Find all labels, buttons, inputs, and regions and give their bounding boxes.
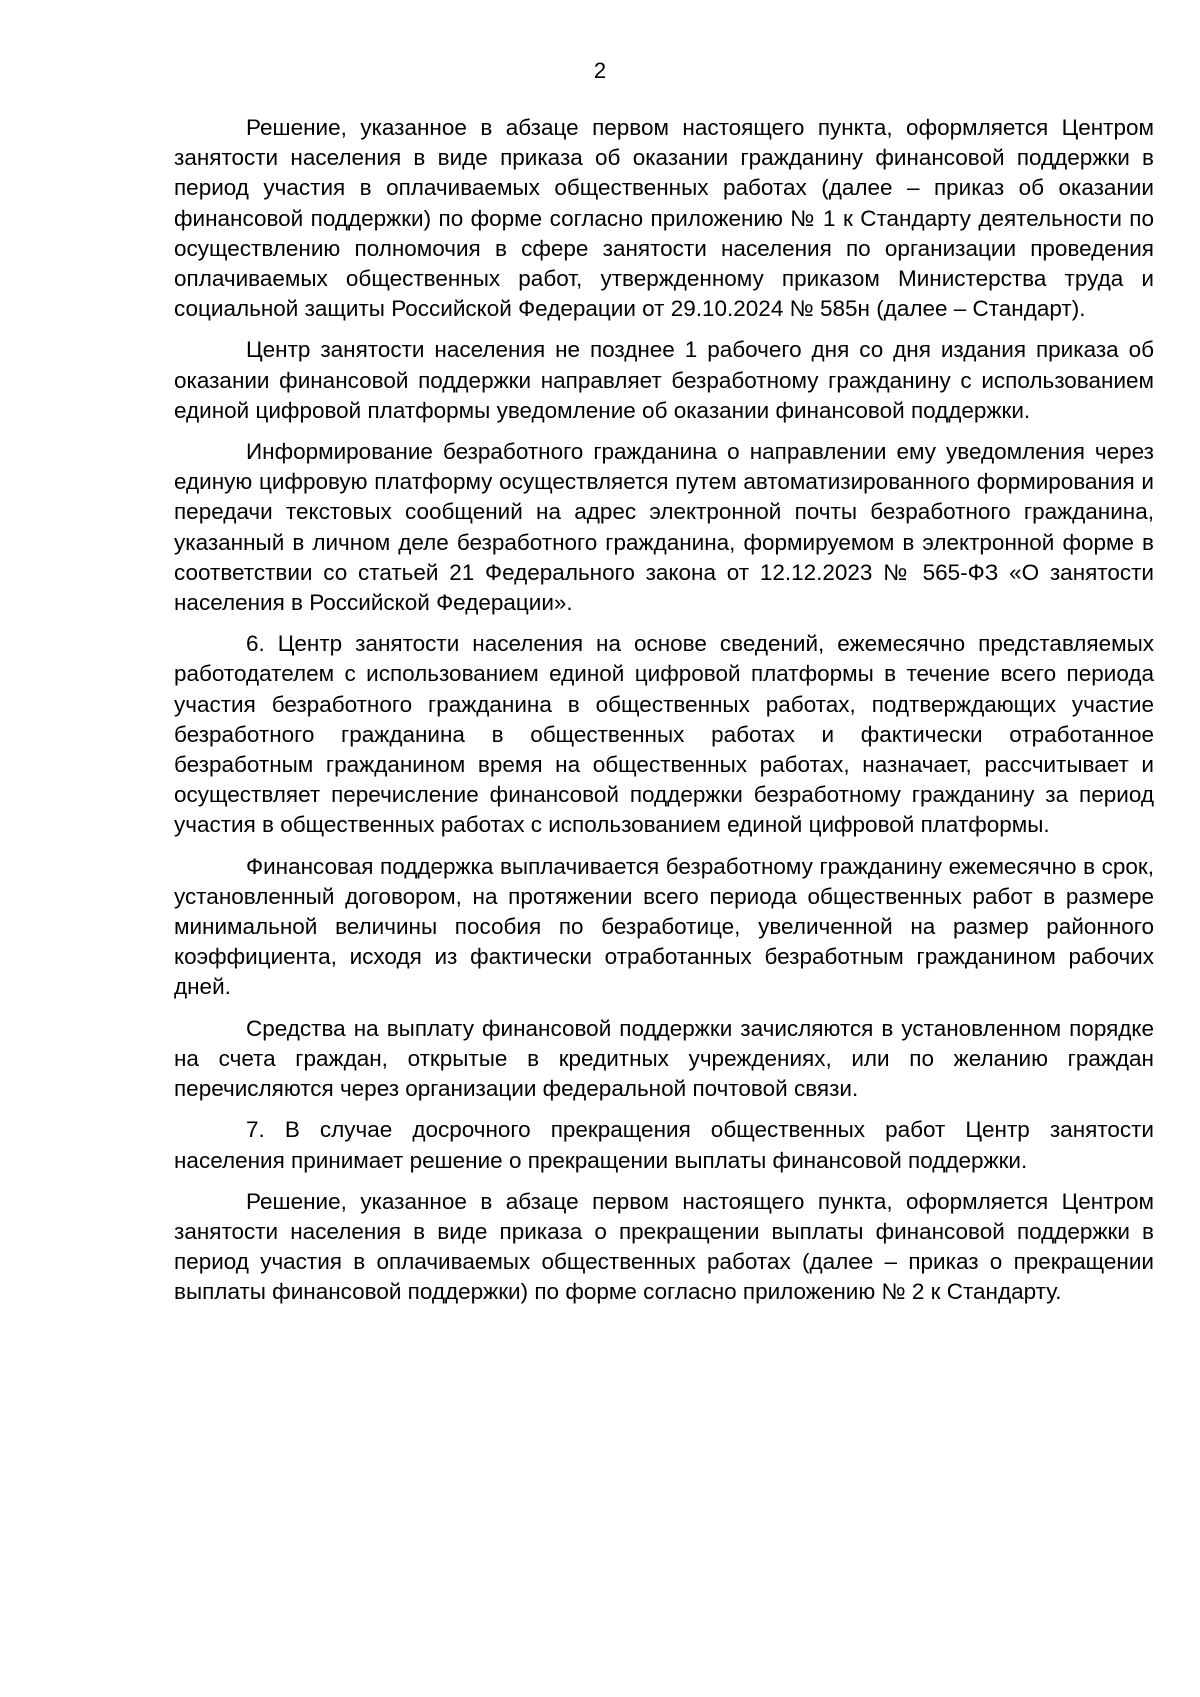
paragraph-item-7: 7. В случае досрочного прекращения общественных работ Центр занятости населения принимает решение о прекращении выплаты финансовой поддержки. (174, 1117, 1154, 1173)
paragraph-decision-assistance: Решение, указанное в абзаце первом настоящего пункта, оформляется Центром занятости населения в виде приказа об оказании гражданину финансовой поддержки в период участия в оплачиваемых общественных работах (далее – приказ об оказании финансовой поддержки) по форме согласно приложению № 1 к Стандарту деятельности по осуществлению полномочия в сфере занятости населения по организации проведения оплачиваемых общественных работ, утвержденному приказом Министерства труда и социальной защиты Российской Федерации от 29.10.2024 № 585н (далее – Стандарт). (174, 115, 1154, 322)
page-number: 2 (593, 58, 607, 83)
paragraph-payment-amount: Финансовая поддержка выплачивается безработному гражданину ежемесячно в срок, установленный договором, на протяжении всего периода общественных работ в размере минимальной величины пособия по безработице, увеличенной на размер районного коэффициента, исходя из фактически отработанных безработным гражданином рабочих дней. (174, 853, 1154, 1000)
paragraph-decision-termination: Решение, указанное в абзаце первом настоящего пункта, оформляется Центром занятости населения в виде приказа о прекращении выплаты финансовой поддержки в период участия в оплачиваемых общественных работах (далее – приказ о прекращении выплаты финансовой поддержки) по форме согласно приложению № 2 к Стандарту. (174, 1188, 1154, 1305)
paragraph-notification: Центр занятости населения не позднее 1 рабочего дня со дня издания приказа об оказании финансовой поддержки направляет безработному гражданину с использованием единой цифровой платформы уведомление об оказании финансовой поддержки. (174, 337, 1154, 423)
paragraph-informing: Информирование безработного гражданина о направлении ему уведомления через единую цифровую платформу осуществляется путем автоматизированного формирования и передачи текстовых сообщений на адрес электронной почты безработного гражданина, указанный в личном деле безработного гражданина, формируемом в электронной форме в соответствии со статьей 21 Федерального закона от 12.12.2023 № 565-ФЗ «О занятости населения в Российской Федерации». (174, 439, 1154, 616)
paragraph-item-6: 6. Центр занятости населения на основе сведений, ежемесячно представляемых работодателем с использованием единой цифровой платформы в течение всего периода участия безработного гражданина в общественных работах, подтверждающих участие безработного гражданина в общественных работах и фактически отработанное безработным гражданином время на общественных работах, назначает, рассчитывает и осуществляет перечисление финансовой поддержки безработному гражданину за период участия в общественных работах с использованием единой цифровой платформы. (174, 631, 1154, 838)
document-body (174, 113, 1154, 1319)
paragraph-funds-transfer: Средства на выплату финансовой поддержки зачисляются в установленном порядке на счета граждан, открытые в кредитных учреждениях, или по желанию граждан перечисляются через организации федеральной почтовой связи. (174, 1015, 1154, 1102)
